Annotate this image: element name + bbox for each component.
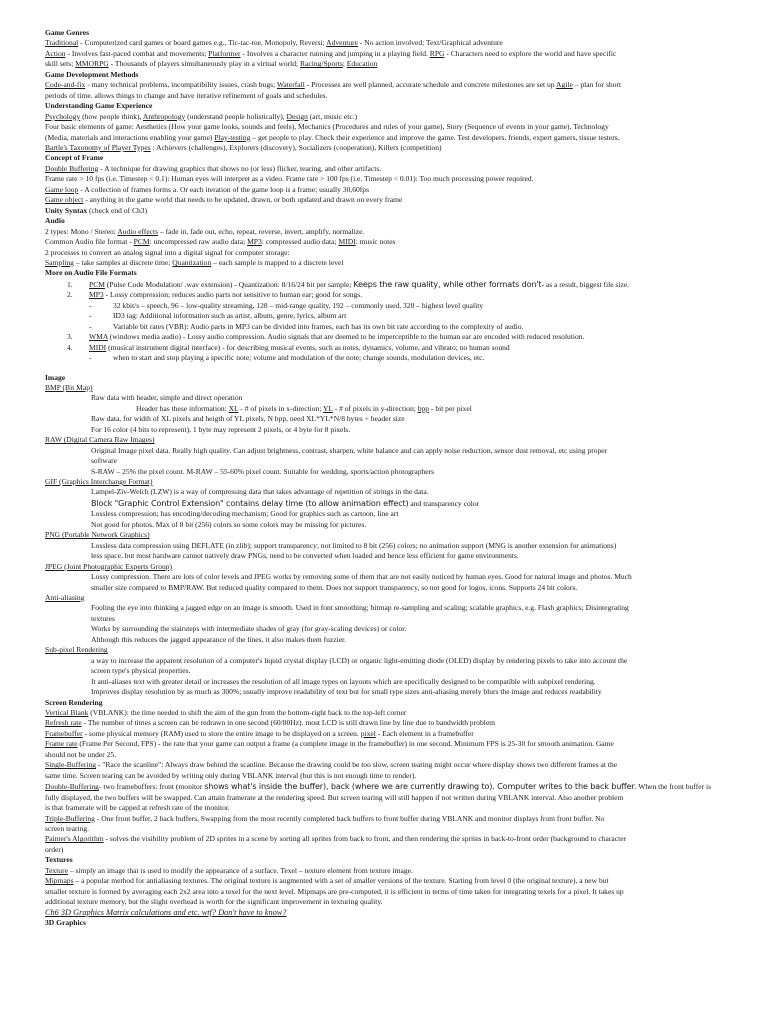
section-heading-unity: Unity Syntax [45,205,88,215]
term-audio-effects: Audio effects [117,226,159,236]
text-line: Header has these information: XL - # of pixels in x-direction; YL - # of pixels in y-direction; bpp - bit per pixel [136,403,472,413]
term-midi: MIDI [89,342,107,352]
text-line: Psychology (how people think), Anthropology (understand people holistically), Design (art, music etc.) [45,111,358,121]
term-platformer: Platformer [208,48,241,58]
text-line: Lampel-Ziv-Welch (LZW) is a way of compressing data that takes advantage of repetition of strings in the data. [91,487,429,497]
text-line: Single-Buffering - "Race the scanline": Always draw behind the scanline. Because the drawing could be too slow, screen tearing might occur where display shows two different frames at the [45,760,618,770]
text-line: Not good for photos. Max of 8 bit (256) colors so some colors may be missing for pictures. [91,519,367,529]
text-line: Four basic elements of game: Aesthetics (How your game looks, sounds and feels), Mechanics (Procedures and rules of your game), Story (Sequence of events in your game), Technology [45,122,609,132]
text-line: Fooling the eye into thinking a jagged edge on an image is smooth. Used in font smoothing; bitmap re-sampling and scaling; scalable graphics, e.g. Flash graphics; Disintegrating [91,603,629,613]
term-game-loop: Game loop [45,184,79,194]
text-line: is that framerate will be capped at refresh rate of the monitor. [45,803,230,813]
subheading-bmp: BMP (Bit Map) [45,382,93,392]
term-single-buffering: Single-Buffering [45,760,97,770]
text-line: Bartle's Taxonomy of Player Types : Achievers (challenges), Explorers (discovery), Socializers (cooperation), Killers (competition) [45,142,442,152]
term-bartles-taxonomy: Bartle's Taxonomy of Player Types [45,142,151,152]
text-line: Lossy compression. There are lots of color levels and JPEG works by removing some of them that are not easily noticed by human eyes. Good for natural image and photos. Much [91,572,632,582]
term-waterfall: Waterfall [276,80,305,90]
term-sampling: Sampling [45,257,74,267]
section-heading-audio-formats: More on Audio File Formats [45,268,137,278]
text-line: Painter's Algorithm - solves the visibility problem of 2D sprites in a scene by sorting all sprites from back to front, and then rendering the sprites in back-to-front order (background to character [45,834,627,844]
term-play-testing: Play-testing [214,132,251,142]
numbered-item: 1. PCM (Pulse Code Modulation/ .wav extension) - Quantization: 8/16/24 bit per sample; Keeps the raw quality, while other formats don't- as a result, biggest file size. [67,278,630,289]
text-line: Improves display resolution by as much as 300%; usually improve readability of text but for small type sizes anti-aliasing merely blurs the image and reduces readability [91,687,602,697]
text-line: a way to increase the apparent resolution of a computer's liquid crystal display (LCD) or organic light-emitting diode (OLED) display by rendering pixels to take into account the [91,655,628,665]
term-code-and-fix: Code-and-fix [45,80,86,90]
section-heading-audio: Audio [45,216,65,226]
text-line: It anti-aliases text with greater detail or increases the resolution of all image types on layouts which are specifically designed to be compatible with subpixel rendering. [91,676,596,686]
text-line: Lossless compression; has encoding/decoding mechanism; Good for graphics such as cartoon, line art [91,509,399,519]
term-game-object: Game object [45,195,84,205]
term-mipmaps: Mipmaps [45,876,74,886]
text-line: textures [91,613,115,623]
term-action: Action [45,48,66,58]
subheading-png: PNG (Portable Network Graphics) [45,530,150,540]
section-heading-experience: Understanding Game Experience [45,101,153,111]
term-refresh-rate: Refresh rate [45,718,82,728]
subheading-anti-aliasing: Anti-aliasing [45,593,85,603]
text-line: Double Buffering - A technique for drawing graphics that shows no (or less) flicker, tearing, and other artifacts. [45,163,382,173]
term-framebuffer: Framebuffer [45,728,83,738]
subheading-raw: RAW (Digital Camera Raw Images) [45,435,155,445]
text-line: Code-and-fix - many technical problems, incompatibility issues, crash bugs; Waterfall - Processes are well planned, accurate schedule and concrete milestones are set up Agile – plan for short [45,80,622,90]
term-mp3: MP3 [89,290,104,300]
text-line: same time. Screen tearing can be avoided by writing only during VBLANK interval (but this is not enough time to render). [45,770,417,780]
text-line: Works by surrounding the stairsteps with intermediate shades of gray (for gray-scaling devices) or color. [91,624,407,634]
text-line: smaller size compared to BMP/RAW. But reduced quality compared to them. Does not support transparency, so not good for logos, icons. Supports 24 bit colors. [91,582,578,592]
text-line: should not be under 25. [45,749,117,759]
subheading-gif: GIF (Graphics Interchange Format) [45,477,153,487]
term-mmorpg: MMORPG [75,59,109,69]
term-traditional: Traditional [45,38,79,48]
handwritten-note: Ch6 3D Graphics Matrix calculations and etc. wtf? Don't have to know? [45,907,287,917]
text-line: periods of time. allows things to change and have iterative refinement of goals and schedules. [45,90,328,100]
section-heading-3d-graphics: 3D Graphics [45,918,86,928]
text-line: Game loop - A collection of frames forms a. Or each iteration of the game loop is a frame; usually 30,60fps [45,184,370,194]
numbered-item: 4. MIDI (musical instrument digital interface) - for describing musical events, such as notes, dynamics, volume, and vibrato; no human sound [67,342,510,352]
term-pcm: PCM [133,237,150,247]
term-xl: XL [228,403,239,413]
term-yl: YL [323,403,333,413]
bullet-item: - when to start and stop playing a specific note; volume and modulation of the note; change sounds, modulation devices, etc. [89,353,485,363]
text-line: (Media, materials and interactions enabling your game) Play-testing – get people to play. Check their experience and improve the game. Test developers, friends, expert gamers, tissue testers. [45,132,620,142]
term-double-buffering: Double-Buffering [45,782,99,792]
text-line: additional texture memory, but the slight overhead is worth for the significant improvement in texturing quality. [45,897,383,907]
text-line: S-RAW – 25% the pixel count. M-RAW – 55-60% pixel count. Suitable for wedding, sports/action photographers [91,466,435,476]
term-double-buffering: Double Buffering [45,163,99,173]
text-line: fully displayed, the two buffers will be swapped. Can attain framerate at the rendering speed. But screen tearing will still happen if not written during VBLANK interval. Also another problem [45,792,624,802]
text-line: Traditional - Computerized card games or board games e.g., Tic-tac-toe, Monopoly, Reversi; Adventure - No action involved; Text/Graphical adventure [45,38,503,48]
text-line: Common Audio file format - PCM: uncompressed raw audio data; MP3: compressed audio data; MIDI: music notes [45,237,396,247]
text-line: Texture – simply an image that is used to modify the appearance of a surface. Texel – texture element from texture image. [45,865,413,875]
text-line: Frame rate > 10 fps (i.e. Timestep < 0.1): Human eyes will interpret as a video. Frame rate > 100 fps (i.e. Timestep < 0.01): Too much processing power required. [45,174,534,184]
bullet-item: - ID3 tag: Additional information such as artist, album, genre, lyrics, album art [89,311,347,321]
term-design: Design [286,111,308,121]
text-line: Game object - anything in the game world that needs to be updated, drawn, or both updated and drawn on every frame [45,195,403,205]
term-midi: MIDI [338,237,356,247]
term-wma: WMA [89,332,108,342]
subheading-sub-pixel: Sub-pixel Rendering [45,645,108,655]
term-triple-buffering: Triple-Buffering [45,813,95,823]
text-line: Double-Buffering- two framebuffers: front (monitor shows what's inside the buffer), back (where we are currently drawing to). Computer writes to the back buffer. When the front buffer is [45,781,712,792]
text-line: Triple-Buffering - One front buffer, 2 back buffers. Swapping from the most recently completed back buffers to front buffer during VBLANK and monitor displays from front buffer. No [45,813,605,823]
text-line: Action - Involves fast-paced combat and movements; Platformer - Involves a character running and jumping in a playing field. RPG - Characters need to explore the world and have specific [45,48,617,58]
handwritten-note: Keeps the raw quality, while other formats don't [353,278,542,289]
text-line: Framebuffer - some physical memory (RAM) used to store the entire image to be displayed on a screen. pixel - Each element in a framebuffer [45,728,474,738]
text-line: Refresh rate - The number of times a screen can be redrawn in one second (60/80Hz). most LCD is still drawn line by line due to bandwidth problem [45,718,496,728]
section-heading-game-genres: Game Genres [45,28,90,37]
text-line: Unity Syntax (check end of Ch3) [45,205,148,215]
term-pixel: pixel [360,728,376,738]
text-line: Block "Graphic Control Extension" contains delay time (to allow animation effect) and transparency color [91,497,480,508]
text-line: skill sets; MMORPG - Thousands of players simultaneously play in a virtual world; Racing/Sports; Education [45,59,378,69]
term-agile: Agile [556,80,573,90]
text-line: smaller texture is formed by averaging each 2x2 area into a texel for the next level. Mipmaps are pre-computed, it is efficient in terms of time taken for integrating texels for a pixel. It takes up [45,886,624,896]
text-line: Mipmaps – a popular method for antialiasing textures. The original texture is augmented with a set of smaller versions of the texture. Starting from level 0 (the original texture), a new but [45,876,609,886]
text-line: software [91,456,117,466]
handwritten-note: shows what's inside the buffer), back (where we are currently drawing to). Computer writes to the back buffer [204,781,635,792]
handwritten-note: Block "Graphic Control Extension" contains delay time (to allow animation effect) [91,497,409,508]
text-line: less space, but most hardware cannot natively draw PNGs, need to be converted when loaded and hence less efficient for game environments. [91,551,519,561]
text-line: 2 processes to convert an analog signal into a digital signal for computer storage: [45,247,290,257]
text-line: Sampling – take samples at discrete time; Quantization – each sample is mapped to a discrete level [45,257,344,267]
text-line: Original Image pixel data. Really high quality. Can adjust brightness, contrast, sharpen, white balance and can apply noise reduction, sensor dust removal, etc using proper [91,445,608,455]
term-painters-algorithm: Painter's Algorithm [45,834,104,844]
text-line: Although this reduces the jagged appearance of the lines, it also makes them fuzzier. [91,634,347,644]
subheading-jpeg: JPEG (Joint Photographic Experts Group) [45,561,173,571]
section-heading-textures: Textures [45,855,73,865]
term-adventure: Adventure [326,38,358,48]
text-line: screen tearing. [45,823,89,833]
text-line: screen type's physical properties. [91,666,191,676]
numbered-item: 2. MP3 - Lossy compression; reduces audio parts not sensitive to human ear; good for songs. [67,290,363,300]
section-heading-screen: Screen Rendering [45,697,103,707]
text-line: 2 types: Mono / Stereo; Audio effects – fade in, fade out, echo, repeat, reverse, invert, amplify, normalize. [45,226,365,236]
spacer [45,364,750,373]
text-line: Raw data with header, simple and direct operation [91,393,243,403]
term-pcm: PCM [89,279,105,289]
term-rpg: RPG [429,48,445,58]
text-line: Raw data, for width of XL pixels and heigth of YL pixels, N bpp, need XL*YL*N/8 bytes + header size [91,414,405,424]
text-line: Frame rate (Frame Per Second, FPS) - the rate that your game can output a frame (a complete image in the framebuffer) in one second. Minimum FPS is 25-30 for smooth animation. Game [45,739,614,749]
section-heading-image: Image [45,372,66,382]
bullet-item: - Variable bit rates (VBR): Audio parts in MP3 can be divided into frames, each has its own bit rate according to the complexity of audio. [89,321,524,331]
term-vertical-blank: Vertical Blank [45,708,89,717]
text-line: Vertical Blank (VBLANK): the time needed to shift the aim of the gun from the bottom-right back to the top-left corner [45,708,407,717]
numbered-item: 3. WMA (windows media audio) - Lossy audio compression. Audio signals that are deemed to be imperceptible to the human ear are encoded with reduced resolution. [67,332,585,342]
term-bpp: bpp [417,403,430,413]
term-anthropology: Anthropology [142,111,186,121]
text-line: Lossless data compression using DEFLATE (in zlib); support transparency; not limited to 8 bit (256) colors; no animation support (MNG is another extension for animations) [91,540,617,550]
term-education: Education [346,59,378,69]
term-mp3: MP3 [247,237,262,247]
text-line: order) [45,844,64,854]
term-psychology: Psychology [45,111,81,121]
term-frame-rate: Frame rate [45,739,78,749]
section-heading-dev-methods: Game Development Methods [45,69,139,79]
term-racing-sports: Racing/Sports [300,59,343,69]
term-texture: Texture [45,865,68,875]
section-heading-frame: Concept of Frame [45,153,104,163]
bullet-item: - 32 kbit/s – speech, 96 – low-quality streaming, 128 – mid-range quality, 192 – commonly used, 320 – highest level quality [89,300,484,310]
term-quantization: Quantization [172,257,212,267]
text-line: For 16 color (4 bits to represent), 1 byte may represent 2 pixels, or 4 byte for 8 pixels. [91,424,351,434]
